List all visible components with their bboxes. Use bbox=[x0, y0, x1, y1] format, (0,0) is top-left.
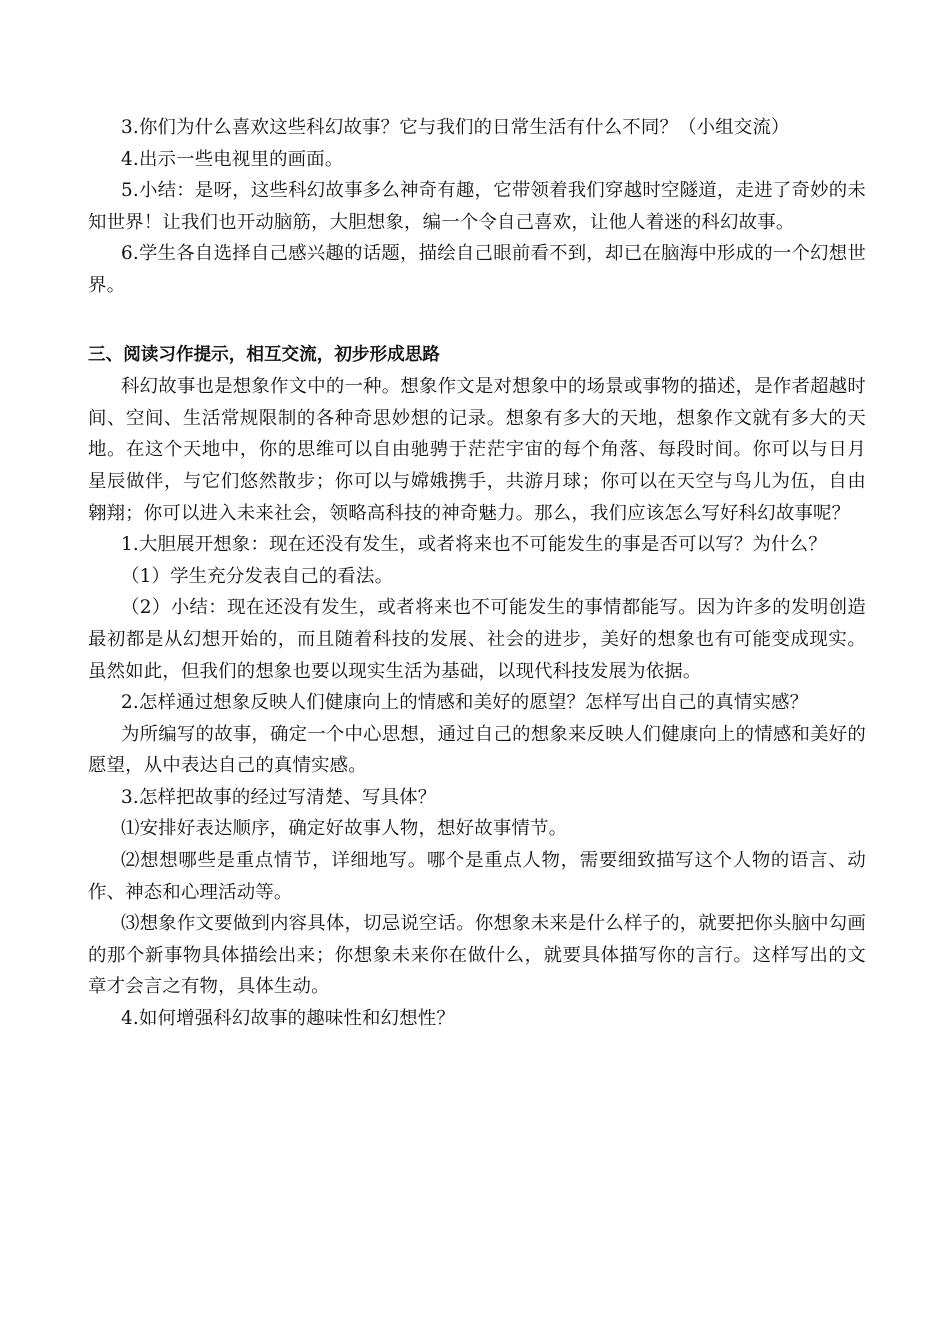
section-heading: 三、阅读习作提示，相互交流，初步形成思路 bbox=[88, 344, 440, 365]
paragraph-item-2-answer: 为所编写的故事，确定一个中心思想，通过自己的想象来反映人们健康向上的情感和美好的愿望，从中表达自己的真情实感。 bbox=[88, 723, 866, 777]
paragraph-intro: 科幻故事也是想象作文中的一种。想象作文是对想象中的场景或事物的描述，是作者超越时间、空间、生活常规限制的各种奇思妙想的记录。想象有多大的天地，想象作文就有多大的天地。在这个天地中，你的思维可以自由驰骋于茫茫宇宙的每个角落、每段时间。你可以与日月星辰做伴，与它们悠然散步；你可以与嫦娥携手，共游月球；你可以在天空与鸟儿为伍，自由翱翔；你可以进入未来社会，领略高科技的神奇魅力。那么，我们应该怎么写好科幻故事呢？ bbox=[88, 376, 866, 524]
paragraph-item-1-1: （1）学生充分发表自己的看法。 bbox=[121, 565, 394, 587]
paragraph-item-3-3: ⑶想象作文要做到内容具体，切忌说空话。你想象未来是什么样子的，就要把你头脑中勾画的那个新事物具体描绘出来；你想象未来你在做什么，就要具体描写你的言行。这样写出的文章才会言之有物，具体生动。 bbox=[88, 913, 866, 998]
paragraph-item-3: 3.怎样把故事的经过写清楚、写具体？ bbox=[121, 786, 437, 808]
paragraph-item-2: 2.怎样通过想象反映人们健康向上的情感和美好的愿望？怎样写出自己的真情实感？ bbox=[121, 692, 809, 714]
paragraph-item-1: 1.大胆展开想象：现在还没有发生，或者将来也不可能发生的事是否可以写？为什么？ bbox=[121, 534, 827, 556]
paragraph-item-3-1: ⑴安排好表达顺序，确定好故事人物，想好故事情节。 bbox=[121, 818, 568, 840]
paragraph-show-tv-images: 4.出示一些电视里的画面。 bbox=[121, 148, 344, 170]
paragraph-item-1-2: （2）小结：现在还没有发生，或者将来也不可能发生的事情都能写。因为许多的发明创造最初都是从幻想开始的，而且随着科技的发展、社会的进步，美好的想象也有可能变成现实。虽然如此，但我们的想象也要以现实生活为基础，以现代科技发展为依据。 bbox=[88, 597, 866, 682]
document-page bbox=[88, 112, 866, 1035]
paragraph-item-3-2: ⑵想想哪些是重点情节，详细地写。哪个是重点人物，需要细致描写这个人物的语言、动作、神态和心理活动等。 bbox=[88, 850, 866, 903]
paragraph-question-3: 3.你们为什么喜欢这些科幻故事？它与我们的日常生活有什么不同？（小组交流） bbox=[121, 117, 790, 138]
paragraph-item-4: 4.如何增强科幻故事的趣味性和幻想性？ bbox=[121, 1008, 455, 1030]
paragraph-choose-topic: 6.学生各自选择自己感兴趣的话题，描绘自己眼前看不到，却已在脑海中形成的一个幻想世界。 bbox=[88, 243, 866, 296]
paragraph-summary: 5.小结：是呀，这些科幻故事多么神奇有趣，它带领着我们穿越时空隧道，走进了奇妙的未知世界！让我们也开动脑筋，大胆想象，编一个令自己喜欢，让他人着迷的科幻故事。 bbox=[88, 180, 866, 233]
section-gap bbox=[88, 302, 866, 340]
